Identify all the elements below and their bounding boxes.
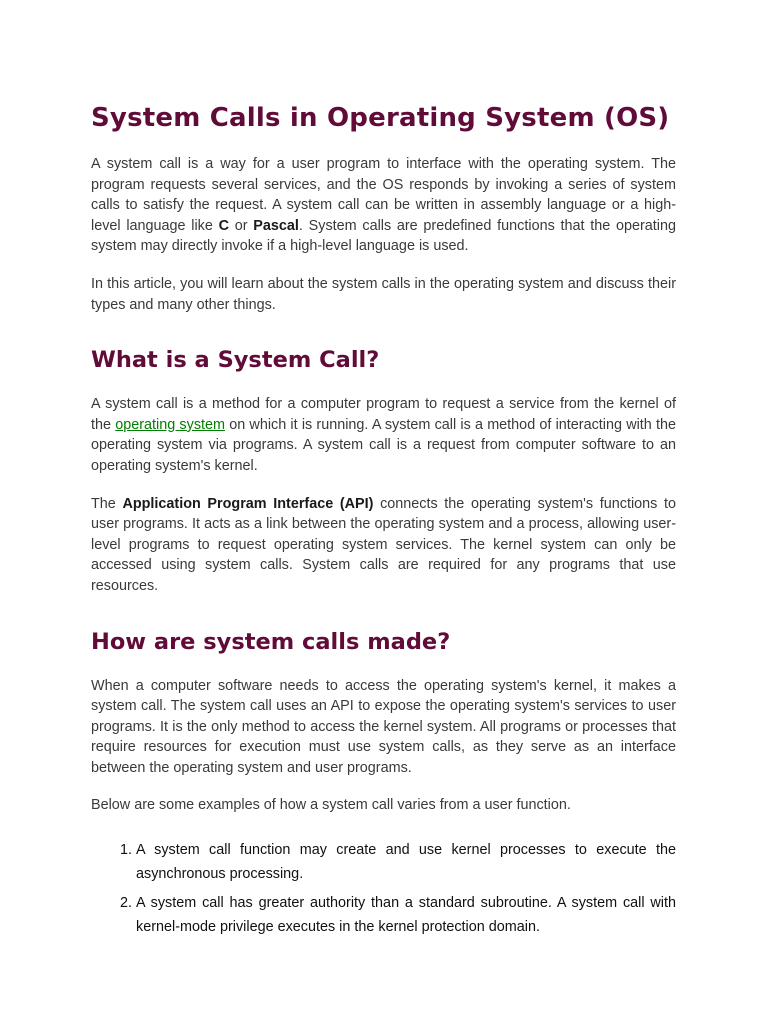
operating-system-link[interactable]: operating system [115, 416, 226, 433]
bold-api: Application Program Interface (API) [122, 495, 374, 512]
page-title: System Calls in Operating System (OS) [91, 103, 670, 133]
section1-paragraph-1 [91, 394, 676, 476]
section1-p2-text-1: The [91, 495, 123, 512]
list-item: 2. A system call has greater authority than a standard subroutine. A system call with kernel-mode privilege executes in the kernel protection domain. [136, 891, 676, 940]
intro-text-1: A system call is a way for a user program to interface with the operating system. The program requests several services, and the OS responds by invoking a series of system calls to satisfy the request. A system call can be written in assembly language or a high-level language like [91, 156, 676, 234]
article-body [91, 96, 676, 944]
section1-paragraph-2 [91, 494, 676, 597]
heading-how-are-calls-made: How are system calls made? [91, 628, 451, 655]
section1-text-1: A system call is a method for a computer program to request a service from the kernel of the [91, 396, 676, 433]
bold-c: C [218, 217, 230, 234]
intro-text-2: or [229, 217, 254, 234]
bold-pascal: Pascal [253, 217, 299, 234]
section1-p2-text-2: connects the operating system's functions to user programs. It acts as a link between the operating system and a process, allowing user-level programs to request operating system services. The kernel system can only be accessed using system calls. System calls are required for any programs that use resources. [91, 495, 676, 594]
section1-text-2: on which it is running. A system call is a method of interacting with the operating system via programs. A system call is a request from computer software to an operating system's kernel. [91, 416, 676, 474]
list-item: 1. A system call function may create and use kernel processes to execute the asynchronous processing. [136, 838, 676, 887]
section2-paragraph-1: When a computer software needs to access the operating system's kernel, it makes a system call. The system call uses an API to expose the operating system's services to user programs. It is the only method to access the kernel system. All programs or processes that require resources for execution must use system calls, as they serve as an interface between the operating system and user programs. [91, 677, 676, 776]
differences-list [91, 838, 676, 940]
intro-text-3: . System calls are predefined functions that the operating system may directly invoke if a high-level language is used. [91, 217, 676, 255]
section2-paragraph-2: Below are some examples of how a system call varies from a user function. [91, 797, 571, 814]
intro-paragraph-2: In this article, you will learn about the system calls in the operating system and discuss their types and many other things. [91, 275, 676, 313]
intro-paragraph-1 [91, 154, 676, 257]
heading-what-is-system-call: What is a System Call? [91, 347, 380, 374]
